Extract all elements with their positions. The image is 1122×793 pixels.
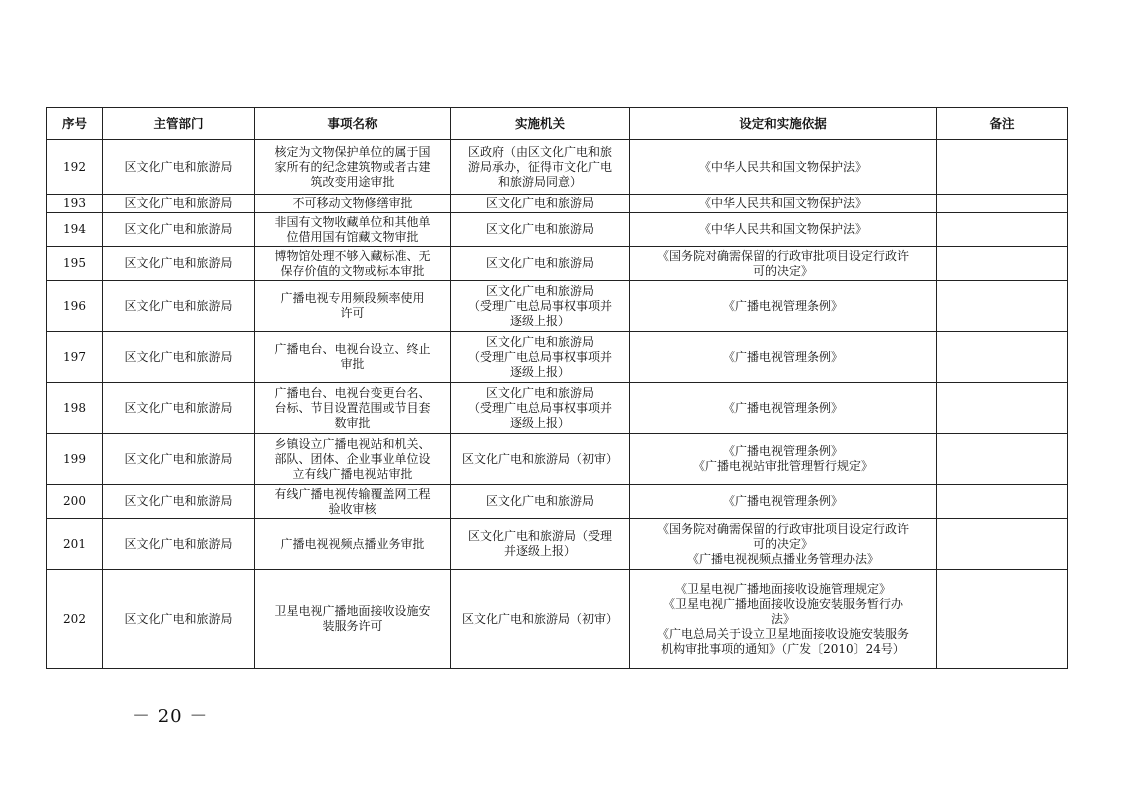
cell-line: （受理广电总局事权事项并 [467,400,612,415]
cell-line: 《广播电视管理条例》 [722,349,843,364]
cell-dept: 区文化广电和旅游局 [103,332,255,383]
table-row [47,195,1068,213]
cell-line: 并逐级上报） [503,544,576,558]
cell-line: 机构审批事项的通知》（广发〔2010〕24号） [661,641,905,656]
cell-name [255,140,451,195]
cell-line: 《广电总局关于设立卫星地面接收设施安装服务 [656,626,909,641]
cell-name [255,383,451,434]
cell-seq: 194 [47,213,103,247]
cell-line: 可的决定》 [752,263,813,278]
cell-dept: 区文化广电和旅游局 [103,434,255,485]
cell-note [937,383,1068,434]
cell-line: 博物馆处理不够入藏标准、无 [274,248,431,263]
table-row [47,434,1068,485]
header-row [47,108,1068,140]
cell-org [451,485,630,519]
cell-name [255,213,451,247]
cell-line: 保存价值的文物或标本审批 [280,263,425,278]
table-row [47,332,1068,383]
cell-note [937,281,1068,332]
cell-line: 部队、团体、企业事业单位设 [274,451,431,466]
table-header [47,108,1068,140]
cell-dept: 区文化广电和旅游局 [103,383,255,434]
cell-org [451,195,630,213]
cell-line: 许可 [340,306,365,320]
cell-line: 和旅游局同意） [497,174,582,189]
cell-org [451,383,630,434]
cell-line: 核定为文物保护单位的属于国 [274,144,431,159]
cell-name [255,570,451,669]
cell-dept: 区文化广电和旅游局 [103,485,255,519]
cell-line: 区文化广电和旅游局（初审） [461,451,618,466]
cell-note [937,332,1068,383]
cell-basis [630,485,937,519]
cell-seq: 200 [47,485,103,519]
cell-line: （受理广电总局事权事项并 [467,298,612,313]
cell-note [937,195,1068,213]
cell-line: 区文化广电和旅游局 [485,385,594,400]
cell-name [255,281,451,332]
header-name: 事项名称 [255,108,451,140]
cell-note [937,519,1068,570]
cell-dept: 区文化广电和旅游局 [103,140,255,195]
cell-name [255,519,451,570]
cell-org [451,281,630,332]
cell-line: 广播电台、电视台设立、终止 [274,342,431,356]
cell-name [255,247,451,281]
cell-note [937,213,1068,247]
cell-note [937,140,1068,195]
cell-line: 区文化广电和旅游局 [485,222,594,236]
cell-line: 装服务许可 [322,619,383,633]
cell-line: 区文化广电和旅游局 [485,334,594,349]
cell-line: 有线广播电视传输覆盖网工程 [274,486,431,501]
cell-dept: 区文化广电和旅游局 [103,519,255,570]
table-row [47,140,1068,195]
cell-seq: 199 [47,434,103,485]
cell-org [451,332,630,383]
cell-line: 区政府（由区文化广电和旅 [467,144,612,159]
cell-line: 逐级上报） [509,313,570,328]
cell-line: 《广播电视站审批管理暂行规定》 [692,459,873,473]
table-row [47,519,1068,570]
cell-dept: 区文化广电和旅游局 [103,213,255,247]
table-row [47,485,1068,519]
cell-line: 游局承办，征得市文化广电 [467,159,612,174]
header-dept: 主管部门 [103,108,255,140]
cell-dept: 区文化广电和旅游局 [103,247,255,281]
cell-line: 《广播电视管理条例》 [722,444,843,458]
cell-org [451,140,630,195]
cell-seq: 196 [47,281,103,332]
cell-seq: 195 [47,247,103,281]
cell-line: 区文化广电和旅游局（初审） [461,611,618,626]
cell-name [255,332,451,383]
cell-note [937,434,1068,485]
cell-line: 审批 [340,357,365,371]
cell-line: 乡镇设立广播电视站和机关、 [274,436,431,451]
cell-line: 《广播电视管理条例》 [722,400,843,415]
cell-basis [630,195,937,213]
cell-seq: 197 [47,332,103,383]
cell-line: 逐级上报） [509,364,570,379]
table-row [47,570,1068,669]
cell-line: 不可移动文物修缮审批 [292,196,413,210]
header-basis: 设定和实施依据 [630,108,937,140]
cell-line: 位借用国有馆藏文物审批 [286,229,419,244]
cell-basis [630,570,937,669]
table-row [47,383,1068,434]
cell-line: 非国有文物收藏单位和其他单 [274,214,431,229]
cell-note [937,485,1068,519]
cell-line: 《卫星电视广播地面接收设施管理规定》 [674,581,891,596]
cell-line: 《国务院对确需保留的行政审批项目设定行政许 [656,521,909,536]
cell-seq: 192 [47,140,103,195]
cell-line: 广播电视专用频段频率使用 [280,291,425,305]
cell-dept: 区文化广电和旅游局 [103,195,255,213]
cell-line: 可的决定》 [752,536,813,551]
cell-line: 区文化广电和旅游局 [485,256,594,270]
cell-basis [630,434,937,485]
cell-dept: 区文化广电和旅游局 [103,281,255,332]
cell-line: 《广播电视管理条例》 [722,494,843,508]
cell-org [451,434,630,485]
cell-line: 《广播电视视频点播业务管理办法》 [686,551,879,566]
cell-line: 区文化广电和旅游局 [485,196,594,210]
cell-line: 卫星电视广播地面接收设施安 [274,604,431,618]
cell-line: 《中华人民共和国文物保护法》 [698,196,867,210]
cell-basis [630,383,937,434]
cell-org [451,247,630,281]
approval-items-table [46,107,1068,669]
cell-basis [630,213,937,247]
cell-seq: 198 [47,383,103,434]
table-body [47,140,1068,669]
cell-note [937,570,1068,669]
table-row [47,281,1068,332]
cell-basis [630,140,937,195]
cell-seq: 193 [47,195,103,213]
cell-line: 筑改变用途审批 [310,174,395,189]
cell-org [451,570,630,669]
header-org: 实施机关 [451,108,630,140]
header-note: 备注 [937,108,1068,140]
cell-line: 《中华人民共和国文物保护法》 [698,222,867,236]
cell-line: 立有线广播电视站审批 [292,466,413,481]
cell-name [255,485,451,519]
table-row [47,247,1068,281]
cell-line: 《广播电视管理条例》 [722,298,843,313]
cell-line: 区文化广电和旅游局（受理 [467,529,612,543]
cell-line: 法》 [770,611,795,626]
header-seq: 序号 [47,108,103,140]
cell-line: 《卫星电视广播地面接收设施安装服务暂行办 [662,596,903,611]
cell-org [451,519,630,570]
table-row [47,213,1068,247]
cell-line: 区文化广电和旅游局 [485,494,594,508]
cell-name [255,434,451,485]
cell-line: 《中华人民共和国文物保护法》 [698,159,867,174]
cell-name [255,195,451,213]
cell-basis [630,332,937,383]
cell-basis [630,519,937,570]
cell-line: 验收审核 [328,501,377,516]
cell-basis [630,281,937,332]
cell-basis [630,247,937,281]
cell-dept: 区文化广电和旅游局 [103,570,255,669]
cell-line: 家所有的纪念建筑物或者古建 [274,159,431,174]
cell-line: 广播电视视频点播业务审批 [280,536,425,551]
cell-note [937,247,1068,281]
cell-line: 《国务院对确需保留的行政审批项目设定行政许 [656,248,909,263]
cell-seq: 201 [47,519,103,570]
cell-line: 数审批 [334,415,371,430]
cell-line: 广播电台、电视台变更台名、 [274,385,431,400]
cell-seq: 202 [47,570,103,669]
cell-line: 区文化广电和旅游局 [485,283,594,298]
page-number: － 20 － [132,706,209,727]
cell-line: 逐级上报） [509,415,570,430]
cell-line: 台标、节目设置范围或节目套 [274,400,431,415]
cell-line: （受理广电总局事权事项并 [467,349,612,364]
cell-org [451,213,630,247]
